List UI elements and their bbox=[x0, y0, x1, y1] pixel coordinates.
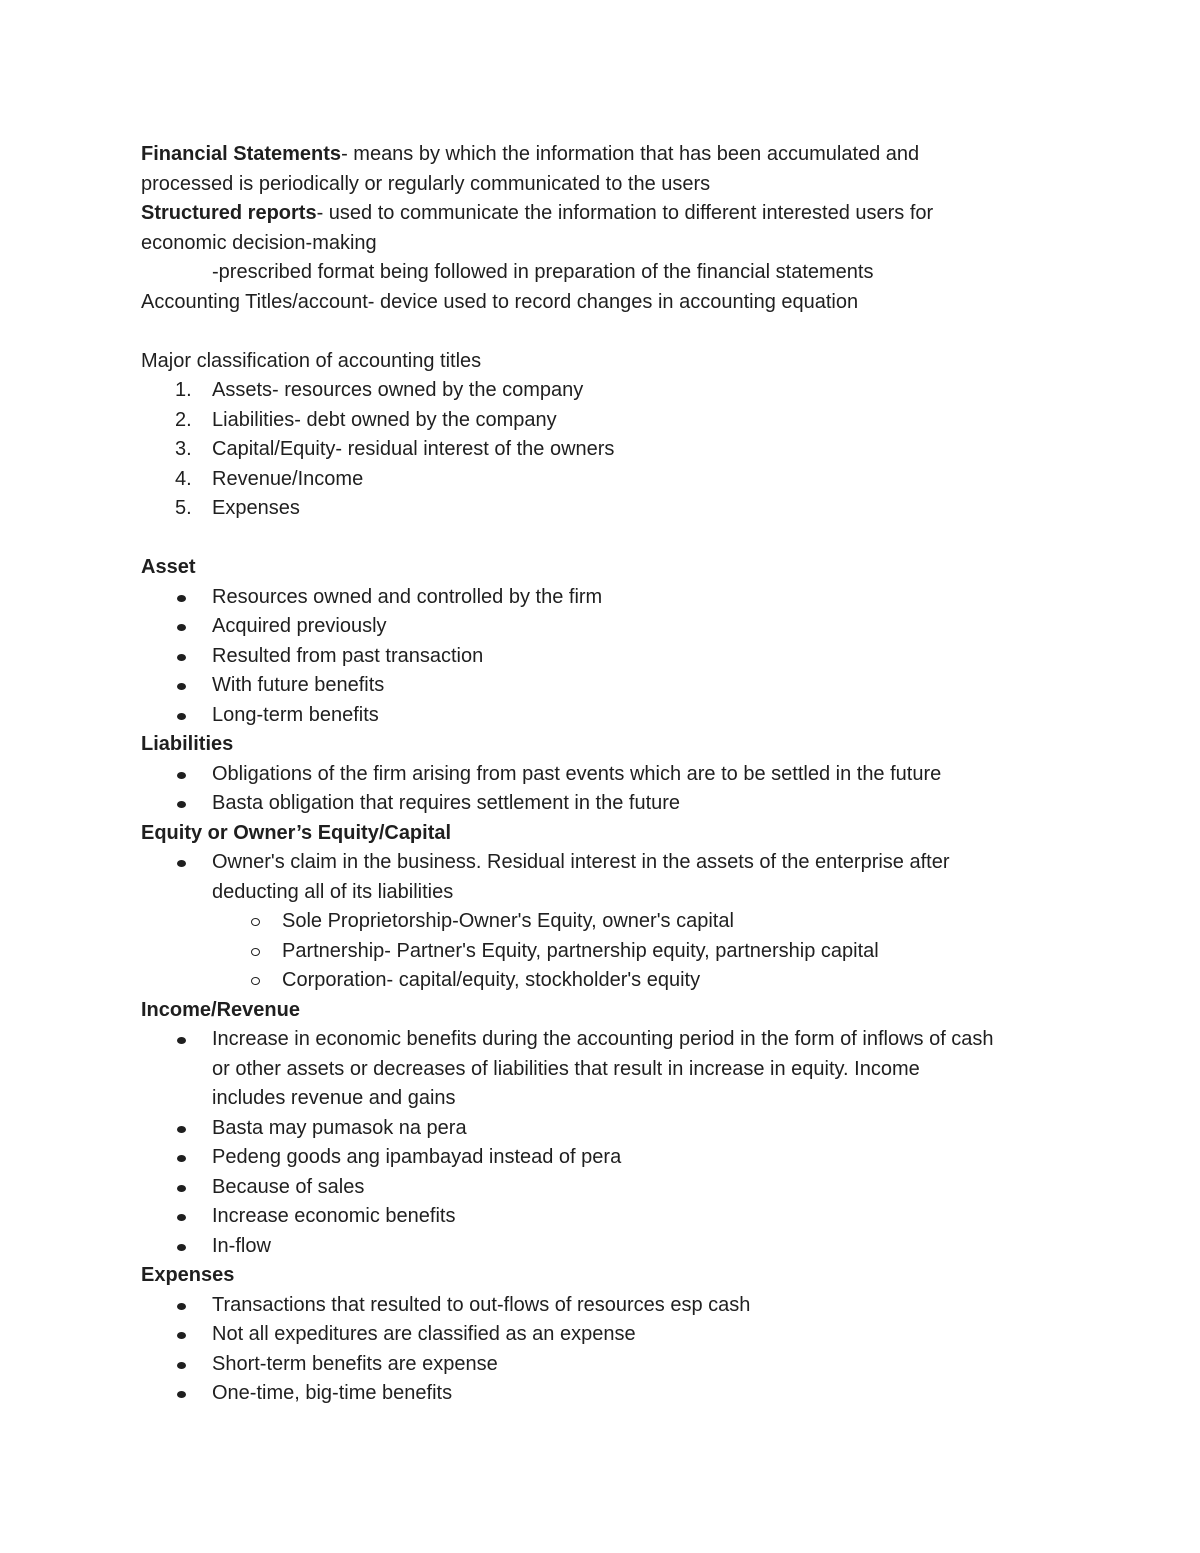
list-item: With future benefits bbox=[141, 671, 1071, 701]
equity-list bbox=[141, 848, 1071, 996]
bullet-icon bbox=[177, 1214, 186, 1221]
list-item: Basta obligation that requires settlement in the future bbox=[141, 789, 1071, 819]
spacer bbox=[141, 317, 1071, 347]
expenses-list bbox=[141, 1291, 1071, 1409]
structured-reports-def: - used to communicate the information to different interested users for bbox=[316, 202, 934, 224]
liabilities-heading: Liabilities bbox=[141, 733, 234, 755]
bullet-icon bbox=[177, 1332, 186, 1339]
circle-bullet-icon bbox=[251, 948, 260, 956]
list-item: Acquired previously bbox=[141, 612, 1071, 642]
accounting-titles-definition: Accounting Titles/account- device used to record changes in accounting equation bbox=[141, 290, 859, 313]
list-item: 1. Assets- resources owned by the company bbox=[175, 379, 584, 401]
structured-reports-def-cont: economic decision-making bbox=[141, 231, 377, 254]
bullet-icon bbox=[177, 595, 186, 602]
list-item: One-time, big-time benefits bbox=[141, 1379, 1071, 1409]
bullet-icon bbox=[177, 1391, 186, 1398]
list-item: Increase economic benefits bbox=[141, 1202, 1071, 1232]
list-item: Pedeng goods ang ipambayad instead of pera bbox=[141, 1143, 1071, 1173]
classification-list bbox=[141, 376, 1071, 524]
bullet-icon bbox=[177, 772, 186, 779]
structured-reports-note: -prescribed format being followed in preparation of the financial statements bbox=[212, 261, 874, 283]
list-item-continuation: or other assets or decreases of liabilities that result in increase in equity. Income bbox=[212, 1057, 920, 1080]
financial-statements-definition bbox=[141, 140, 1071, 170]
circle-bullet-icon bbox=[251, 918, 260, 926]
list-item-continuation: includes revenue and gains bbox=[212, 1087, 456, 1109]
equity-heading: Equity or Owner’s Equity/Capital bbox=[141, 821, 452, 844]
list-item: 4. Revenue/Income bbox=[175, 467, 364, 490]
bullet-icon bbox=[177, 1126, 186, 1133]
list-item: 5. Expenses bbox=[175, 497, 300, 519]
list-item: Long-term benefits bbox=[141, 701, 1071, 731]
bullet-icon bbox=[177, 1185, 186, 1192]
bullet-icon bbox=[177, 654, 186, 661]
list-item: Owner's claim in the business. Residual interest in the assets of the enterprise after bbox=[141, 848, 1071, 878]
asset-list bbox=[141, 583, 1071, 731]
bullet-icon bbox=[177, 624, 186, 631]
income-list bbox=[141, 1025, 1071, 1261]
bullet-icon bbox=[177, 801, 186, 808]
income-heading: Income/Revenue bbox=[141, 998, 300, 1021]
circle-bullet-icon bbox=[251, 977, 260, 985]
spacer bbox=[141, 524, 1071, 554]
document-page bbox=[141, 140, 1071, 1409]
structured-reports-definition bbox=[141, 199, 1071, 229]
sub-list-item: Partnership- Partner's Equity, partnership equity, partnership capital bbox=[141, 937, 1071, 967]
bullet-icon bbox=[177, 860, 186, 867]
bullet-icon bbox=[177, 713, 186, 720]
list-item: 2. Liabilities- debt owned by the company bbox=[175, 408, 557, 431]
list-item: Resulted from past transaction bbox=[141, 642, 1071, 672]
bullet-icon bbox=[177, 683, 186, 690]
list-item: Short-term benefits are expense bbox=[141, 1350, 1071, 1380]
bullet-icon bbox=[177, 1155, 186, 1162]
list-item: Transactions that resulted to out-flows of resources esp cash bbox=[141, 1291, 1071, 1321]
sub-list-item: Sole Proprietorship-Owner's Equity, owner's capital bbox=[141, 907, 1071, 937]
bullet-icon bbox=[177, 1244, 186, 1251]
list-item: Increase in economic benefits during the accounting period in the form of inflows of cash bbox=[141, 1025, 1071, 1055]
asset-heading: Asset bbox=[141, 556, 196, 578]
financial-statements-term: Financial Statements bbox=[141, 143, 342, 165]
expenses-heading: Expenses bbox=[141, 1264, 235, 1286]
list-item-continuation: deducting all of its liabilities bbox=[212, 880, 454, 903]
list-item: Resources owned and controlled by the firm bbox=[141, 583, 1071, 613]
financial-statements-def-cont: processed is periodically or regularly communicated to the users bbox=[141, 172, 711, 195]
sub-list-item: Corporation- capital/equity, stockholder's equity bbox=[141, 966, 1071, 996]
list-item: In-flow bbox=[141, 1232, 1071, 1262]
bullet-icon bbox=[177, 1037, 186, 1044]
list-item: 3. Capital/Equity- residual interest of the owners bbox=[175, 438, 615, 460]
bullet-icon bbox=[177, 1303, 186, 1310]
financial-statements-def: - means by which the information that has been accumulated and bbox=[341, 143, 920, 165]
list-item: Not all expeditures are classified as an expense bbox=[141, 1320, 1071, 1350]
list-item: Because of sales bbox=[141, 1173, 1071, 1203]
classification-heading: Major classification of accounting titles bbox=[141, 349, 482, 372]
bullet-icon bbox=[177, 1362, 186, 1369]
list-item: Obligations of the firm arising from past events which are to be settled in the future bbox=[141, 760, 1071, 790]
liabilities-list bbox=[141, 760, 1071, 819]
structured-reports-term: Structured reports bbox=[141, 202, 317, 224]
list-item: Basta may pumasok na pera bbox=[141, 1114, 1071, 1144]
